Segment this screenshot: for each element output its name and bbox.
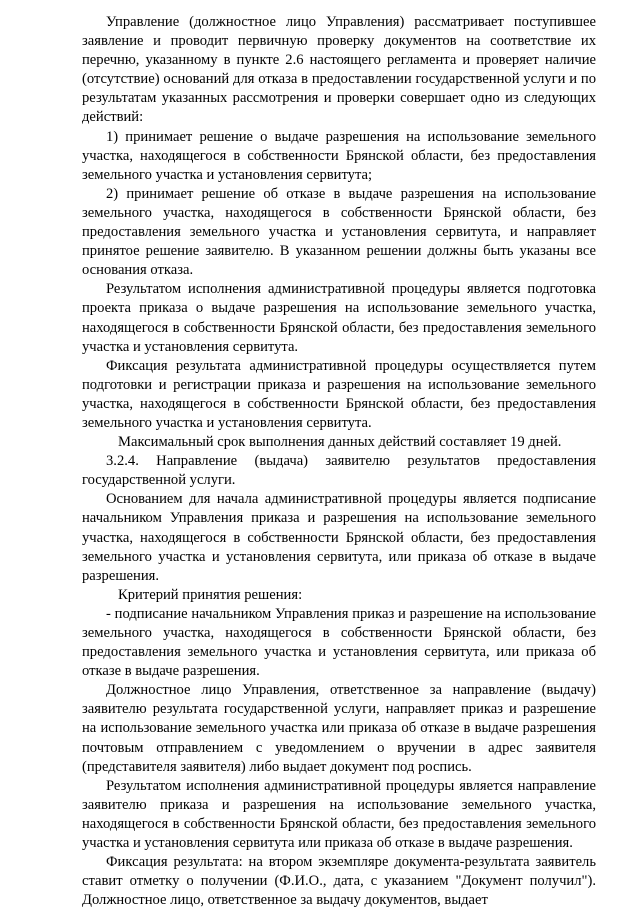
paragraph-criterion: Критерий принятия решения: (118, 586, 303, 603)
paragraph-procedure-result: Результатом исполнения административной процедуры является направление заявителю приказа и разрешения на использование земельного участка, находящегося в собственности Брянской области, без предоставления земельного участка и установления сервитута или приказа об отказе в выдаче разрешения. (82, 777, 596, 852)
paragraph-action-1: 1) принимает решение о выдаче разрешения на использование земельного участка, находящегося в собственности Брянской области, без предоставления земельного участка и установления сервитута; (82, 128, 596, 183)
paragraph-fixation: Фиксация результата административной процедуры осуществляется путем подготовки и регистрации приказа и разрешения на использование земельного участка, находящегося в собственности Брянской области, без предоставления земельного участка и установления сервитута. (82, 357, 596, 431)
paragraph-result: Результатом исполнения административной процедуры является подготовка проекта приказа о выдаче разрешения на использование земельного участка, находящегося в собственности Брянской области, без предоставления земельного участка и установления сервитута. (82, 281, 596, 355)
paragraph-basis: Основанием для начала административной процедуры является подписание начальником Управления приказа и разрешения на использование земельного участка, находящегося в собственности Брянской области, без предоставления земельного участка и установления сервитута, или приказа об отказе в выдаче разрешения. (82, 491, 596, 584)
paragraph-responsible-official: Должностное лицо Управления, ответственное за направление (выдачу) заявителю результата государственной услуги, направляет приказ и разрешение на использование земельного участка или приказа об отказе в выдаче разрешения почтовым отправлением с уведомлением о вручении в адрес заявителя (представителя заявителя) либо выдает документ под роспись. (82, 682, 596, 775)
paragraph-criterion-item: - подписание начальником Управления приказ и разрешение на использование земельного участка, находящегося в собственности Брянской области, без предоставления земельного участка и установления сервитута, или приказа об отказе в выдаче разрешения. (82, 605, 596, 680)
paragraph-result-fixation: Фиксация результата: на втором экземпляре документа-результата заявитель ставит отметку о получении (Ф.И.О., дата, с указанием "Документ получил"). Должностное лицо, ответственное за выдачу документов, выдает (82, 854, 596, 909)
paragraph-action-2: 2) принимает решение об отказе в выдаче разрешения на использование земельного участка, находящегося в собственности Брянской области, без предоставления земельного участка и установления сервитута, и направляет принятое решение заявителю. В указанном решении должны быть указаны все основания отказа. (82, 185, 596, 279)
paragraph-max-term: Максимальный срок выполнения данных действий составляет 19 дней. (118, 434, 562, 451)
document-page (82, 13, 596, 910)
paragraph-review: Управление (должностное лицо Управления) рассматривает поступившее заявление и проводит первичную проверку документов на соответствие их перечню, указанному в пункте 2.6 настоящего регламента и проверяет наличие (отсутствие) оснований для отказа в предоставлении государственной услуги и по результатам указанных рассмотрения и проверки совершает одно из следующих действий: (82, 14, 596, 126)
section-heading-3-2-4: 3.2.4. Направление (выдача) заявителю результатов предоставления государственной услуги. (82, 453, 596, 489)
